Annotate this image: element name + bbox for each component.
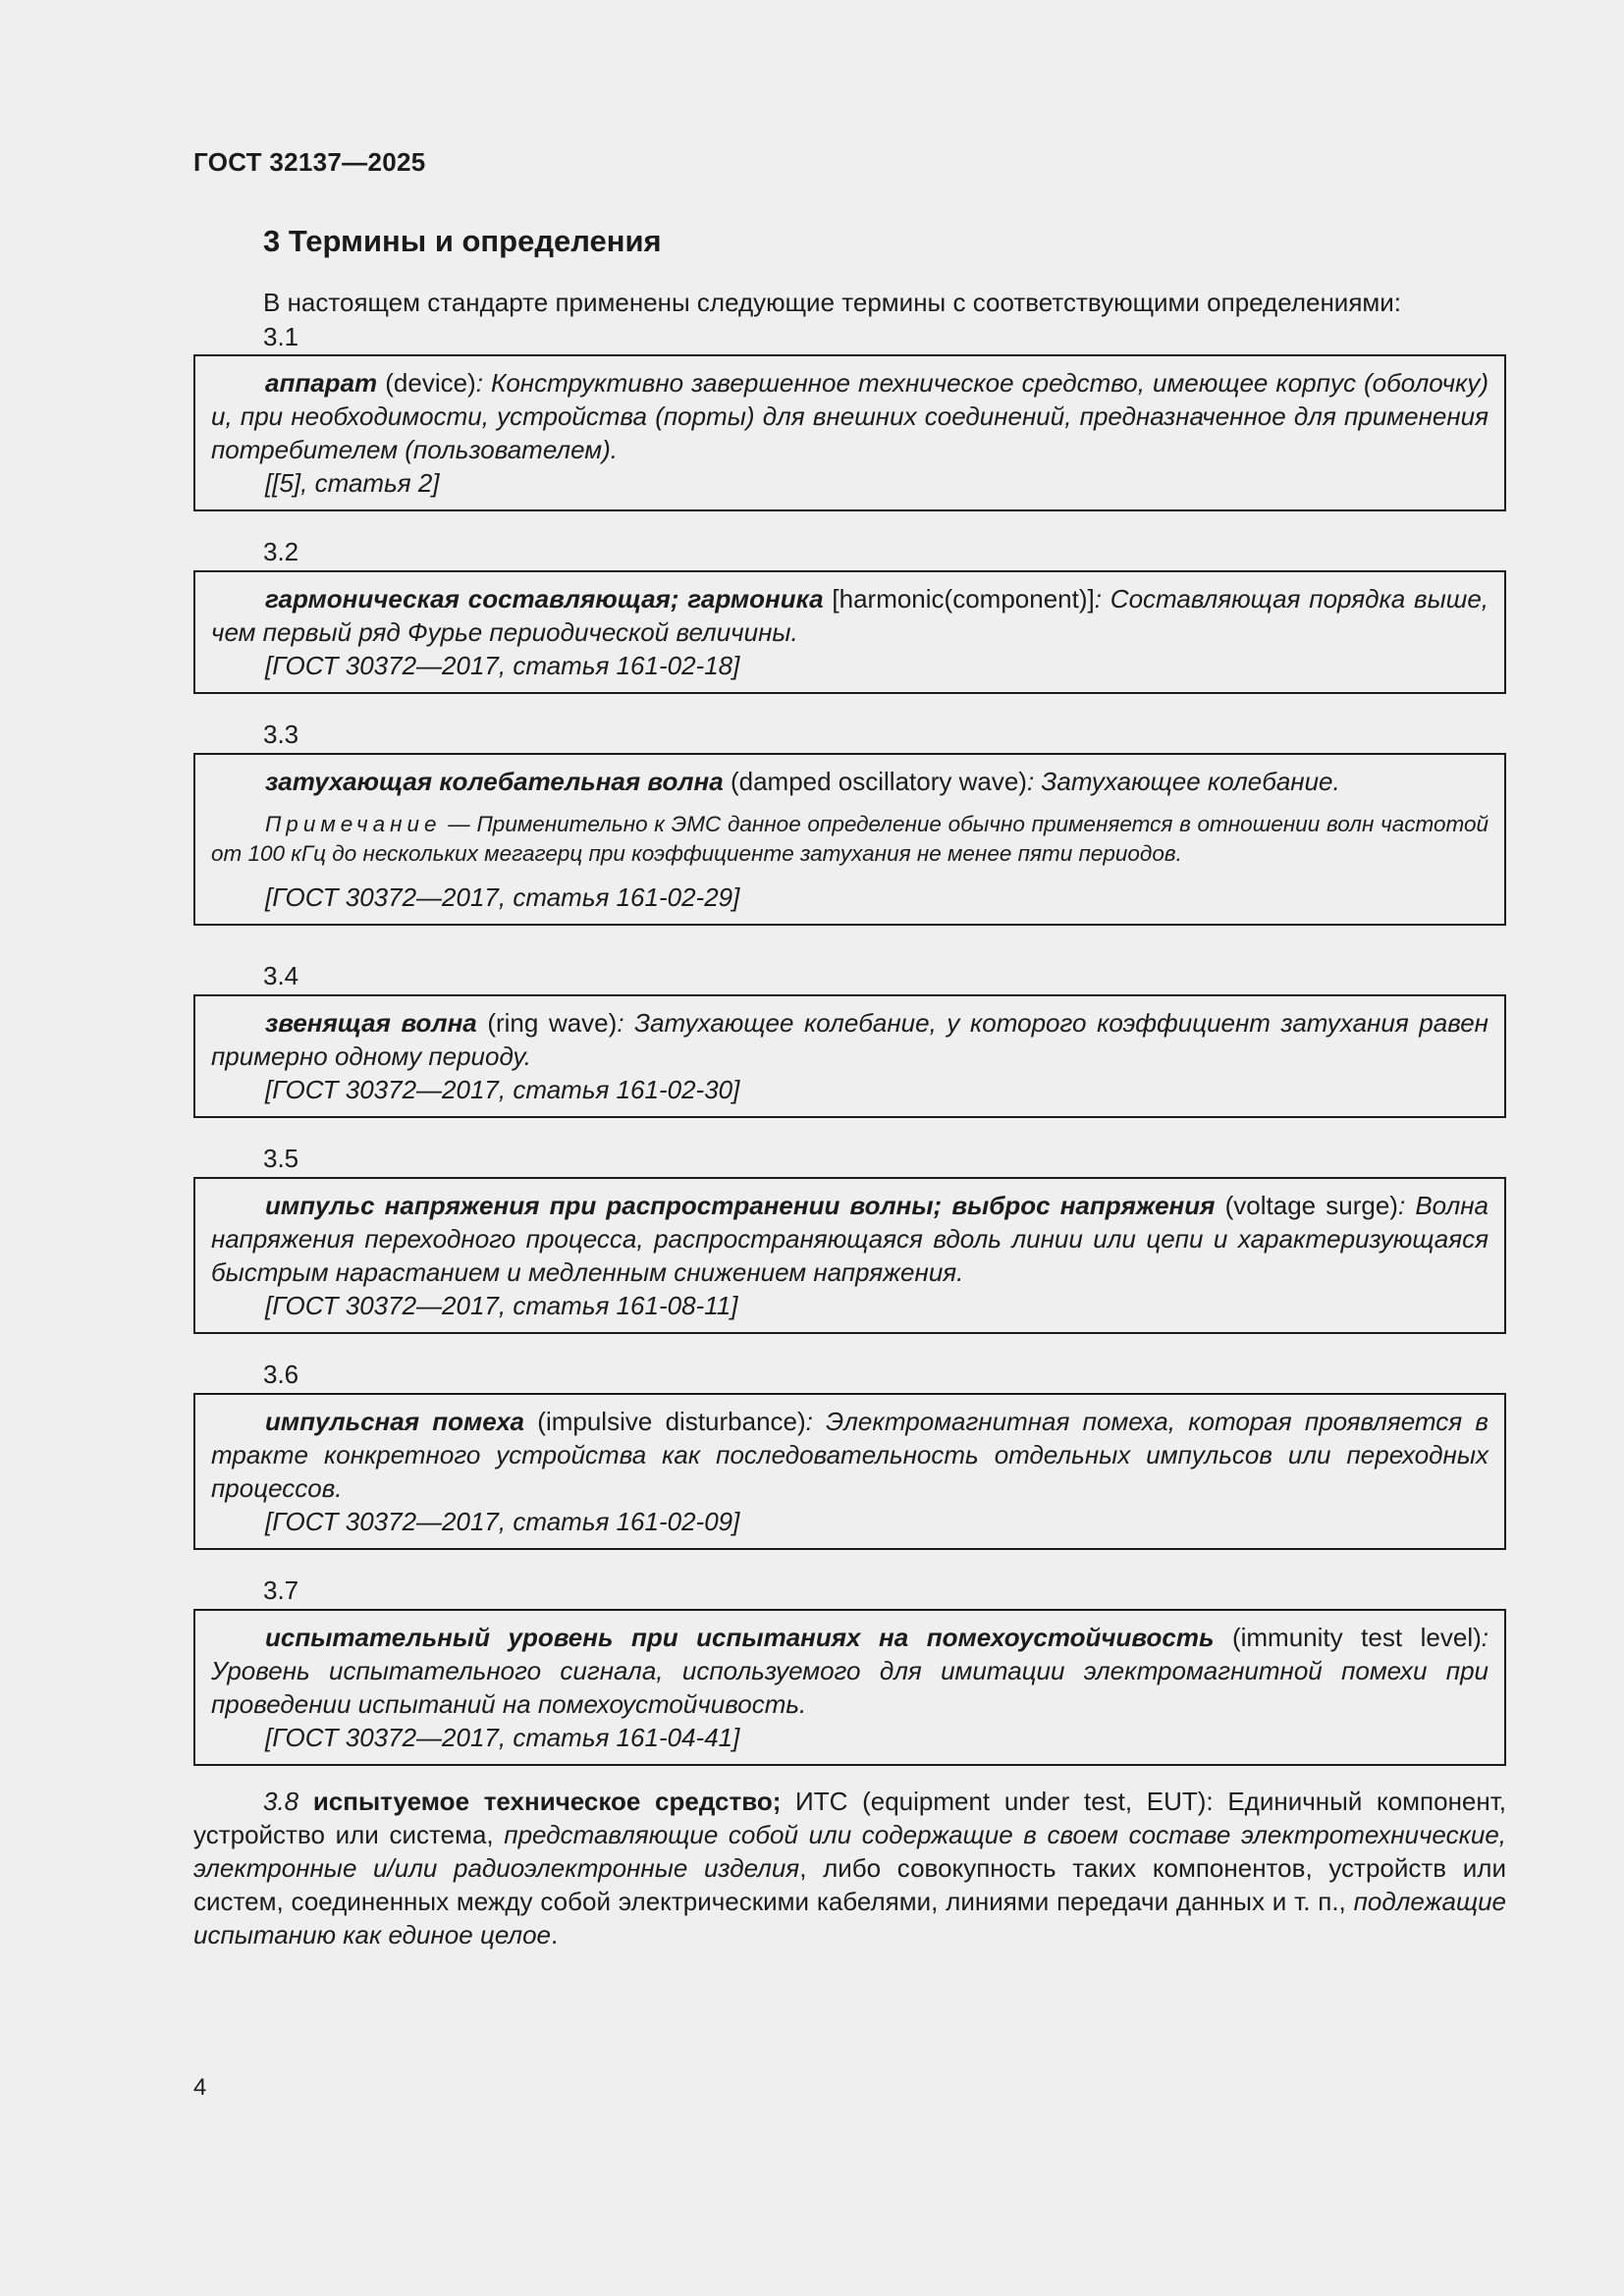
term-definition (211, 582, 1489, 649)
term-name: гармоническая составляющая; гармоника (265, 584, 824, 614)
term-box (193, 1177, 1506, 1334)
term-english: [harmonic(component)] (832, 584, 1095, 614)
term-number: 3.8 (263, 1787, 299, 1816)
term-name: импульсная помеха (265, 1407, 524, 1436)
note-text: — Применительно к ЭМС данное определение обычно применяется в отношении волн частотой от 100 кГц до нескольких мегагерц при коэффициенте затухания не менее пяти периодов. (211, 812, 1489, 866)
term-number: 3.2 (263, 537, 299, 566)
page-number: 4 (193, 2074, 207, 2101)
term-number: 3.3 (263, 720, 299, 749)
term-source: [ГОСТ 30372—2017, статья 161-02-29] (265, 882, 740, 912)
term-name: импульс напряжения при распространении волны; выброс напряжения (265, 1191, 1216, 1220)
term-box (193, 994, 1506, 1118)
term-abbr: ИТС (equipment under test, EUT): Единичный компонент, устройство или система, (193, 1787, 1506, 1849)
term-name: затухающая колебательная волна (265, 767, 724, 796)
term-english: (immunity test level) (1231, 1623, 1482, 1652)
term-3-8-paragraph (193, 1785, 1506, 1951)
term-box (193, 753, 1506, 926)
section-intro: В настоящем стандарте применены следующие термины с соответствующими определениями: (263, 288, 1402, 317)
term-source: [ГОСТ 30372—2017, статья 161-08-11] (265, 1291, 738, 1320)
term-definition-text: : Составляющая порядка выше, чем первый ряд Фурье периодической величины. (211, 584, 1489, 647)
term-source: [ГОСТ 30372—2017, статья 161-02-30] (265, 1075, 740, 1104)
term-definition (211, 1006, 1489, 1073)
term-source: [ГОСТ 30372—2017, статья 161-02-09] (265, 1507, 740, 1536)
term-number: 3.4 (263, 961, 299, 990)
term-definition-text: : Затухающее колебание, у которого коэффициент затухания равен примерно одному периоду. (211, 1008, 1489, 1071)
term-definition-text: : Электромагнитная помеха, которая проявляется в тракте конкретного устройства как последовательность отдельных импульсов или переходных процессов. (211, 1407, 1489, 1503)
term-number: 3.6 (263, 1360, 299, 1389)
term-end: . (551, 1920, 559, 1949)
term-name: звенящая волна (265, 1008, 477, 1038)
term-english: (voltage surge) (1224, 1191, 1398, 1220)
section-title: 3 Термины и определения (263, 224, 662, 258)
term-definition (211, 765, 1489, 798)
term-definition-text: : Затухающее колебание. (1026, 767, 1340, 796)
term-source: [ГОСТ 30372—2017, статья 161-02-18] (265, 651, 740, 680)
term-definition (211, 1189, 1489, 1289)
term-source: [[5], статья 2] (265, 468, 440, 498)
term-definition-text: : Волна напряжения переходного процесса, распространяющаяся вдоль линии или цепи и характеризующаяся быстрым нарастанием и медленным снижением напряжения. (211, 1191, 1489, 1287)
term-english: (ring wave) (487, 1008, 618, 1038)
term-italic-part: подлежащие испытанию как единое целое (193, 1887, 1506, 1949)
term-italic-part: представляющие собой или содержащие в своем составе электротехнические, электронные и/или радиоэлектронные изделия (193, 1820, 1507, 1883)
term-plain-part: , либо совокупность таких компонентов, устройств или систем, соединенных между собой электрическими кабелями, линиями передачи данных и т. п., (193, 1853, 1506, 1916)
term-source: [ГОСТ 30372—2017, статья 161-04-41] (265, 1723, 740, 1752)
term-name: испытательный уровень при испытаниях на помехоустойчивость (265, 1623, 1215, 1652)
term-number: 3.7 (263, 1575, 299, 1605)
term-english: (impulsive disturbance) (537, 1407, 806, 1436)
note-label: Примечание (265, 812, 442, 836)
term-box (193, 570, 1506, 694)
term-name: аппарат (265, 368, 378, 398)
term-definition (211, 1621, 1489, 1721)
document-code: ГОСТ 32137—2025 (193, 147, 426, 177)
term-number: 3.5 (263, 1144, 299, 1173)
term-name: испытуемое техническое средство; (312, 1787, 782, 1816)
term-note (211, 810, 1489, 869)
term-english: (device) (385, 368, 476, 398)
term-definition-text: : Конструктивно завершенное техническое средство, имеющее корпус (оболочку) и, при необходимости, устройства (порты) для внешних соединений, предназначенное для применения потребителем (пользователем). (211, 368, 1489, 464)
term-number: 3.1 (263, 322, 299, 351)
term-definition-text: : Уровень испытательного сигнала, используемого для имитации электромагнитной помехи при проведении испытаний на помехоустойчивость. (211, 1623, 1489, 1719)
term-box (193, 354, 1506, 511)
term-english: (damped oscillatory wave) (730, 767, 1027, 796)
term-definition (211, 366, 1489, 466)
term-box (193, 1609, 1506, 1766)
term-box (193, 1393, 1506, 1550)
term-definition (211, 1405, 1489, 1505)
